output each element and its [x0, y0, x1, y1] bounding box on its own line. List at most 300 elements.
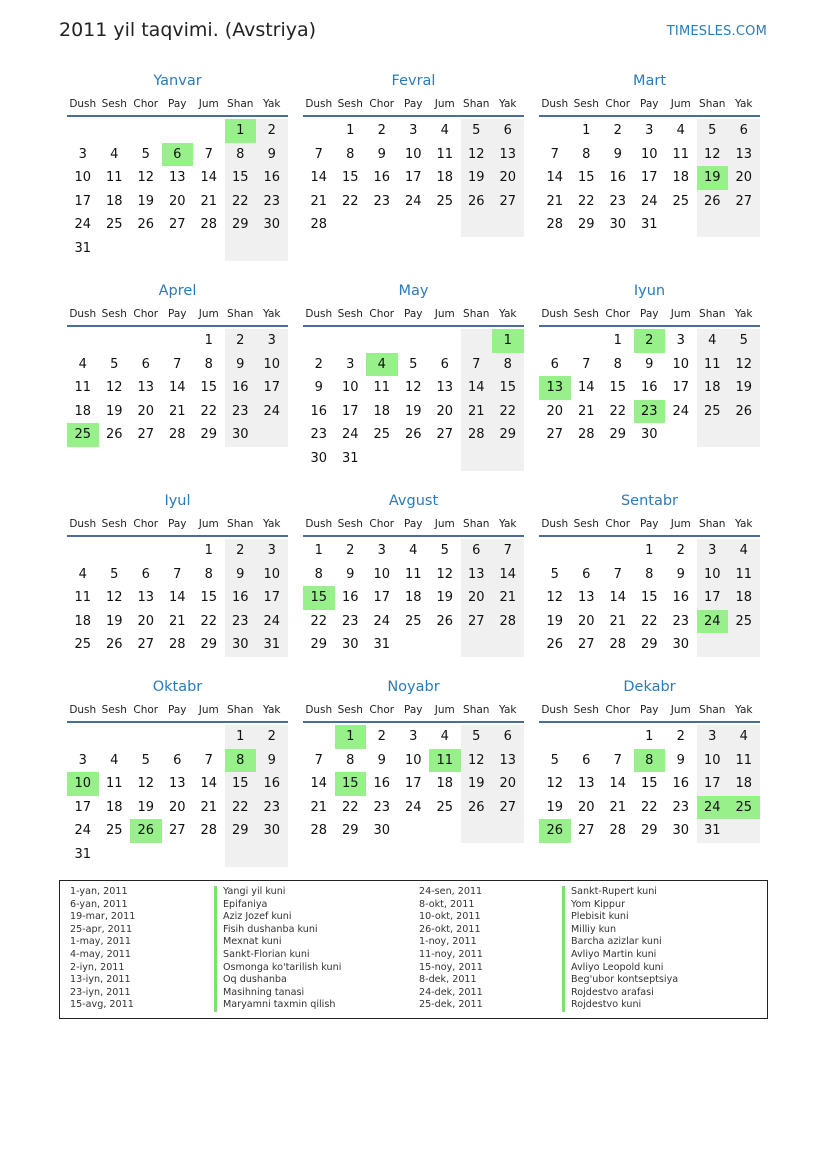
empty-cell	[602, 725, 634, 749]
day-cell: 5	[110, 566, 119, 582]
day-cell: 2	[225, 539, 257, 563]
day-cell: 21	[310, 799, 328, 815]
day-cell: 18	[436, 170, 454, 186]
empty-cell	[67, 539, 99, 563]
empty-cell	[99, 237, 131, 261]
empty-cell	[162, 725, 194, 749]
weekday-label: Sesh	[573, 704, 599, 716]
day-cell: 24	[74, 823, 92, 839]
day-cell: 16	[341, 590, 359, 606]
empty-cell	[602, 539, 634, 563]
holiday-name: Beg'ubor kontseptsiya	[562, 974, 678, 987]
day-cell: 29	[341, 823, 359, 839]
day-cell: 22	[341, 799, 359, 815]
day-cell: 15	[200, 590, 218, 606]
empty-cell	[130, 119, 162, 143]
day-cell: 30	[256, 213, 288, 237]
empty-cell	[256, 843, 288, 867]
day-cell: 1	[204, 543, 213, 558]
day-cell: 10	[256, 563, 288, 587]
day-cell: 23	[341, 613, 359, 629]
day-cell: 24	[640, 193, 658, 209]
day-cell: 20	[577, 799, 595, 815]
weekday-header	[67, 699, 288, 723]
day-cell: 15	[577, 170, 595, 186]
day-cell: 14	[461, 376, 493, 400]
holiday-dates-column-1	[70, 886, 135, 1012]
weekday-label: Dush	[305, 704, 333, 716]
day-cell: 31	[341, 450, 359, 466]
day-cell: 27	[436, 427, 454, 443]
day-cell: 8	[492, 353, 524, 377]
weekday-label: Yak	[735, 704, 753, 716]
day-cell: 25	[728, 796, 760, 820]
weekday-label: Jum	[198, 308, 219, 320]
day-cell: 9	[346, 566, 355, 582]
weekday-label: Shan	[463, 308, 490, 320]
day-cell: 31	[373, 637, 391, 653]
day-cell: 14	[200, 776, 218, 792]
day-cell: 28	[200, 217, 218, 233]
site-link[interactable]: TIMESLES.COM	[666, 24, 767, 39]
day-cell: 3	[409, 729, 418, 744]
day-cell: 19	[461, 772, 493, 796]
weekday-header	[539, 699, 760, 723]
day-cell: 17	[697, 586, 729, 610]
empty-cell	[665, 213, 697, 237]
day-cell: 7	[613, 566, 622, 582]
day-grid	[303, 119, 524, 237]
day-cell: 3	[409, 123, 418, 138]
weekday-label: Sesh	[101, 98, 127, 110]
day-cell: 22	[609, 403, 627, 419]
day-grid	[67, 329, 288, 447]
weekday-label: Dush	[69, 518, 97, 530]
holiday-name: Avliyo Leopold kuni	[562, 962, 678, 975]
weekday-label: Yak	[499, 308, 517, 320]
day-cell: 31	[640, 217, 658, 233]
day-cell: 23	[672, 799, 690, 815]
weekday-label: Sesh	[573, 98, 599, 110]
weekday-label: Pay	[403, 308, 423, 320]
holiday-date: 8-dek, 2011	[419, 974, 477, 986]
day-cell: 29	[225, 213, 257, 237]
month-title: Aprel	[158, 283, 197, 299]
empty-cell	[429, 633, 461, 657]
empty-cell	[99, 725, 131, 749]
day-cell: 20	[137, 403, 155, 419]
weekday-label: Shan	[699, 308, 726, 320]
day-cell: 17	[640, 170, 658, 186]
day-cell: 19	[461, 166, 493, 190]
day-cell: 28	[310, 823, 328, 839]
day-cell: 21	[200, 799, 218, 815]
month-title: Yanvar	[153, 73, 202, 89]
day-cell: 24	[672, 403, 690, 419]
holiday-date: 13-iyn, 2011	[70, 974, 131, 986]
day-cell: 30	[225, 633, 257, 657]
day-cell: 4	[110, 146, 119, 162]
day-cell: 26	[461, 796, 493, 820]
empty-cell	[571, 329, 603, 353]
day-cell: 24	[74, 217, 92, 233]
day-cell: 13	[461, 563, 493, 587]
weekday-label: Yak	[499, 518, 517, 530]
day-cell: 13	[492, 143, 524, 167]
holiday-names-column-1	[214, 886, 341, 1012]
weekday-header	[303, 93, 524, 117]
day-cell: 2	[634, 329, 666, 353]
month-title: Mart	[632, 73, 667, 89]
day-cell: 8	[634, 749, 666, 773]
day-cell: 1	[225, 119, 257, 143]
day-grid	[303, 329, 524, 471]
day-cell: 5	[110, 356, 119, 372]
day-cell: 12	[461, 749, 493, 773]
weekday-label: Shan	[699, 518, 726, 530]
day-cell: 1	[645, 543, 654, 558]
day-cell: 25	[105, 217, 123, 233]
day-grid	[539, 725, 760, 843]
empty-cell	[67, 329, 99, 353]
day-cell: 9	[377, 752, 386, 768]
day-cell: 6	[582, 752, 591, 768]
day-cell: 7	[461, 353, 493, 377]
holiday-names-column-2	[562, 886, 678, 1012]
weekday-label: Jum	[198, 704, 219, 716]
day-cell: 10	[697, 749, 729, 773]
day-cell: 27	[168, 823, 186, 839]
day-cell: 7	[173, 566, 182, 582]
weekday-header	[67, 93, 288, 117]
day-cell: 21	[609, 799, 627, 815]
day-cell: 20	[436, 403, 454, 419]
holiday-name: Mexnat kuni	[214, 936, 341, 949]
day-cell: 1	[346, 123, 355, 138]
day-cell: 3	[377, 543, 386, 558]
weekday-label: Dush	[69, 98, 97, 110]
day-cell: 16	[225, 586, 257, 610]
day-cell: 9	[256, 143, 288, 167]
empty-cell	[398, 447, 430, 471]
month-title: Dekabr	[623, 679, 676, 695]
day-cell: 26	[105, 427, 123, 443]
day-cell: 23	[373, 193, 391, 209]
day-cell: 12	[436, 566, 454, 582]
day-cell: 8	[346, 752, 355, 768]
day-grid	[303, 725, 524, 843]
day-cell: 27	[577, 637, 595, 653]
weekday-label: Shan	[463, 518, 490, 530]
day-cell: 19	[105, 613, 123, 629]
weekday-label: Dush	[69, 704, 97, 716]
weekday-label: Sesh	[101, 704, 127, 716]
empty-cell	[366, 213, 398, 237]
day-cell: 4	[440, 123, 449, 138]
day-cell: 1	[204, 333, 213, 348]
holiday-date: 24-sen, 2011	[419, 886, 483, 897]
weekday-label: Shan	[463, 704, 490, 716]
weekday-header	[67, 513, 288, 537]
holiday-date: 4-may, 2011	[70, 948, 131, 960]
day-cell: 14	[168, 380, 186, 396]
day-cell: 11	[404, 566, 422, 582]
day-cell: 10	[67, 772, 99, 796]
day-cell: 15	[341, 170, 359, 186]
day-cell: 3	[346, 356, 355, 372]
empty-cell	[728, 633, 760, 657]
weekday-label: Sesh	[101, 518, 127, 530]
day-cell: 17	[74, 799, 92, 815]
empty-cell	[366, 447, 398, 471]
day-cell: 17	[256, 376, 288, 400]
empty-cell	[697, 213, 729, 237]
holiday-date: 23-iyn, 2011	[70, 986, 131, 998]
weekday-label: Dush	[305, 518, 333, 530]
day-cell: 25	[672, 193, 690, 209]
day-cell: 6	[440, 356, 449, 372]
day-cell: 20	[728, 166, 760, 190]
day-cell: 9	[676, 566, 685, 582]
day-cell: 28	[168, 427, 186, 443]
day-cell: 7	[204, 752, 213, 768]
day-cell: 26	[461, 190, 493, 214]
day-cell: 1	[645, 729, 654, 744]
weekday-label: Chor	[133, 98, 159, 110]
day-cell: 29	[640, 637, 658, 653]
day-cell: 4	[728, 539, 760, 563]
day-cell: 3	[697, 539, 729, 563]
holiday-name: Sankt-Rupert kuni	[562, 886, 678, 899]
holiday-name: Milliy kun	[562, 924, 678, 937]
month-sentabr	[539, 491, 760, 657]
day-cell: 3	[256, 539, 288, 563]
day-cell: 24	[404, 799, 422, 815]
day-cell: 9	[613, 146, 622, 162]
day-cell: 6	[173, 752, 182, 768]
day-cell: 1	[582, 123, 591, 138]
empty-cell	[130, 843, 162, 867]
month-title: Iyul	[164, 493, 191, 509]
day-cell: 27	[168, 217, 186, 233]
weekday-label: Jum	[670, 308, 691, 320]
empty-cell	[539, 119, 571, 143]
day-cell: 26	[105, 637, 123, 653]
day-cell: 11	[74, 380, 92, 396]
weekday-label: Shan	[463, 98, 490, 110]
month-title: Iyun	[633, 283, 666, 299]
day-cell: 5	[697, 119, 729, 143]
day-cell: 14	[310, 170, 328, 186]
day-cell: 28	[461, 423, 493, 447]
month-title: Oktabr	[152, 679, 203, 695]
day-cell: 30	[672, 823, 690, 839]
day-cell: 14	[546, 170, 564, 186]
empty-cell	[398, 329, 430, 353]
empty-cell	[492, 819, 524, 843]
month-aprel	[67, 281, 288, 447]
month-fevral	[303, 71, 524, 237]
weekday-label: Shan	[699, 704, 726, 716]
day-cell: 24	[697, 610, 729, 634]
day-cell: 5	[409, 356, 418, 372]
day-grid	[539, 539, 760, 657]
day-cell: 20	[168, 799, 186, 815]
holiday-name: Osmonga ko'tarilish kuni	[214, 962, 341, 975]
day-cell: 6	[141, 566, 150, 582]
day-cell: 1	[314, 543, 323, 558]
day-cell: 10	[697, 563, 729, 587]
day-cell: 10	[404, 146, 422, 162]
empty-cell	[99, 843, 131, 867]
day-cell: 12	[105, 380, 123, 396]
day-cell: 25	[436, 193, 454, 209]
day-cell: 9	[676, 752, 685, 768]
day-cell: 10	[74, 170, 92, 186]
day-cell: 7	[173, 356, 182, 372]
holiday-date: 19-mar, 2011	[70, 911, 136, 923]
day-cell: 20	[577, 613, 595, 629]
day-cell: 11	[672, 146, 690, 162]
empty-cell	[162, 329, 194, 353]
day-cell: 28	[492, 610, 524, 634]
day-cell: 30	[310, 450, 328, 466]
weekday-label: Yak	[735, 518, 753, 530]
holiday-name: Sankt-Florian kuni	[214, 949, 341, 962]
day-cell: 4	[409, 543, 418, 558]
day-cell: 30	[672, 637, 690, 653]
empty-cell	[193, 237, 225, 261]
day-cell: 19	[436, 590, 454, 606]
day-grid	[67, 725, 288, 867]
day-cell: 21	[168, 403, 186, 419]
weekday-label: Yak	[735, 98, 753, 110]
weekday-label: Jum	[198, 518, 219, 530]
day-cell: 14	[609, 590, 627, 606]
day-cell: 4	[697, 329, 729, 353]
day-cell: 11	[429, 749, 461, 773]
empty-cell	[366, 329, 398, 353]
day-cell: 5	[440, 543, 449, 558]
day-cell: 12	[461, 143, 493, 167]
day-cell: 11	[728, 563, 760, 587]
day-cell: 31	[74, 240, 92, 256]
holiday-name: Plebisit kuni	[562, 911, 678, 924]
weekday-header	[303, 303, 524, 327]
day-cell: 8	[204, 566, 213, 582]
day-cell: 22	[200, 403, 218, 419]
empty-cell	[429, 213, 461, 237]
day-cell: 23	[256, 190, 288, 214]
holiday-date: 2-iyn, 2011	[70, 961, 125, 973]
day-cell: 6	[492, 725, 524, 749]
day-cell: 26	[436, 613, 454, 629]
day-cell: 16	[256, 772, 288, 796]
day-cell: 18	[697, 376, 729, 400]
day-cell: 23	[373, 799, 391, 815]
day-cell: 4	[728, 725, 760, 749]
month-yanvar	[67, 71, 288, 261]
empty-cell	[256, 423, 288, 447]
day-cell: 22	[492, 400, 524, 424]
day-cell: 8	[582, 146, 591, 162]
weekday-label: Sesh	[573, 308, 599, 320]
day-cell: 9	[377, 146, 386, 162]
day-cell: 28	[577, 427, 595, 443]
empty-cell	[539, 329, 571, 353]
month-iyun	[539, 281, 760, 447]
holiday-date: 25-dek, 2011	[419, 999, 483, 1011]
empty-cell	[398, 633, 430, 657]
day-cell: 16	[256, 166, 288, 190]
day-cell: 2	[613, 123, 622, 138]
holiday-date: 15-avg, 2011	[70, 999, 134, 1011]
weekday-label: Pay	[167, 518, 187, 530]
day-cell: 8	[225, 143, 257, 167]
empty-cell	[571, 539, 603, 563]
day-cell: 4	[676, 123, 685, 138]
holiday-date: 24-dek, 2011	[419, 986, 483, 998]
day-cell: 23	[609, 193, 627, 209]
weekday-label: Pay	[167, 308, 187, 320]
day-cell: 6	[141, 356, 150, 372]
day-cell: 17	[256, 586, 288, 610]
day-cell: 2	[256, 119, 288, 143]
weekday-label: Pay	[639, 518, 659, 530]
weekday-label: Pay	[403, 98, 423, 110]
day-cell: 29	[640, 823, 658, 839]
day-cell: 1	[613, 333, 622, 348]
weekday-header	[539, 303, 760, 327]
day-cell: 10	[640, 146, 658, 162]
weekday-label: Shan	[227, 98, 254, 110]
empty-cell	[429, 447, 461, 471]
day-cell: 11	[728, 749, 760, 773]
holidays-list	[59, 880, 768, 1019]
empty-cell	[492, 213, 524, 237]
weekday-label: Sesh	[337, 98, 363, 110]
day-cell: 2	[256, 725, 288, 749]
weekday-label: Pay	[639, 704, 659, 716]
day-cell: 28	[609, 823, 627, 839]
day-cell: 3	[256, 329, 288, 353]
weekday-label: Shan	[699, 98, 726, 110]
weekday-label: Yak	[263, 518, 281, 530]
day-cell: 24	[404, 193, 422, 209]
day-cell: 13	[137, 380, 155, 396]
day-cell: 16	[640, 380, 658, 396]
day-cell: 16	[672, 776, 690, 792]
day-cell: 4	[440, 729, 449, 744]
weekday-label: Chor	[605, 308, 631, 320]
weekday-label: Pay	[167, 704, 187, 716]
day-cell: 24	[256, 400, 288, 424]
holiday-date: 6-yan, 2011	[70, 898, 128, 910]
day-cell: 22	[225, 796, 257, 820]
day-cell: 15	[200, 380, 218, 396]
day-cell: 27	[137, 427, 155, 443]
weekday-header	[303, 513, 524, 537]
day-cell: 14	[577, 380, 595, 396]
empty-cell	[162, 539, 194, 563]
day-cell: 18	[728, 586, 760, 610]
holiday-name: Avliyo Martin kuni	[562, 949, 678, 962]
day-cell: 13	[728, 143, 760, 167]
day-cell: 20	[168, 193, 186, 209]
day-cell: 22	[341, 193, 359, 209]
day-cell: 13	[168, 776, 186, 792]
day-cell: 8	[204, 356, 213, 372]
